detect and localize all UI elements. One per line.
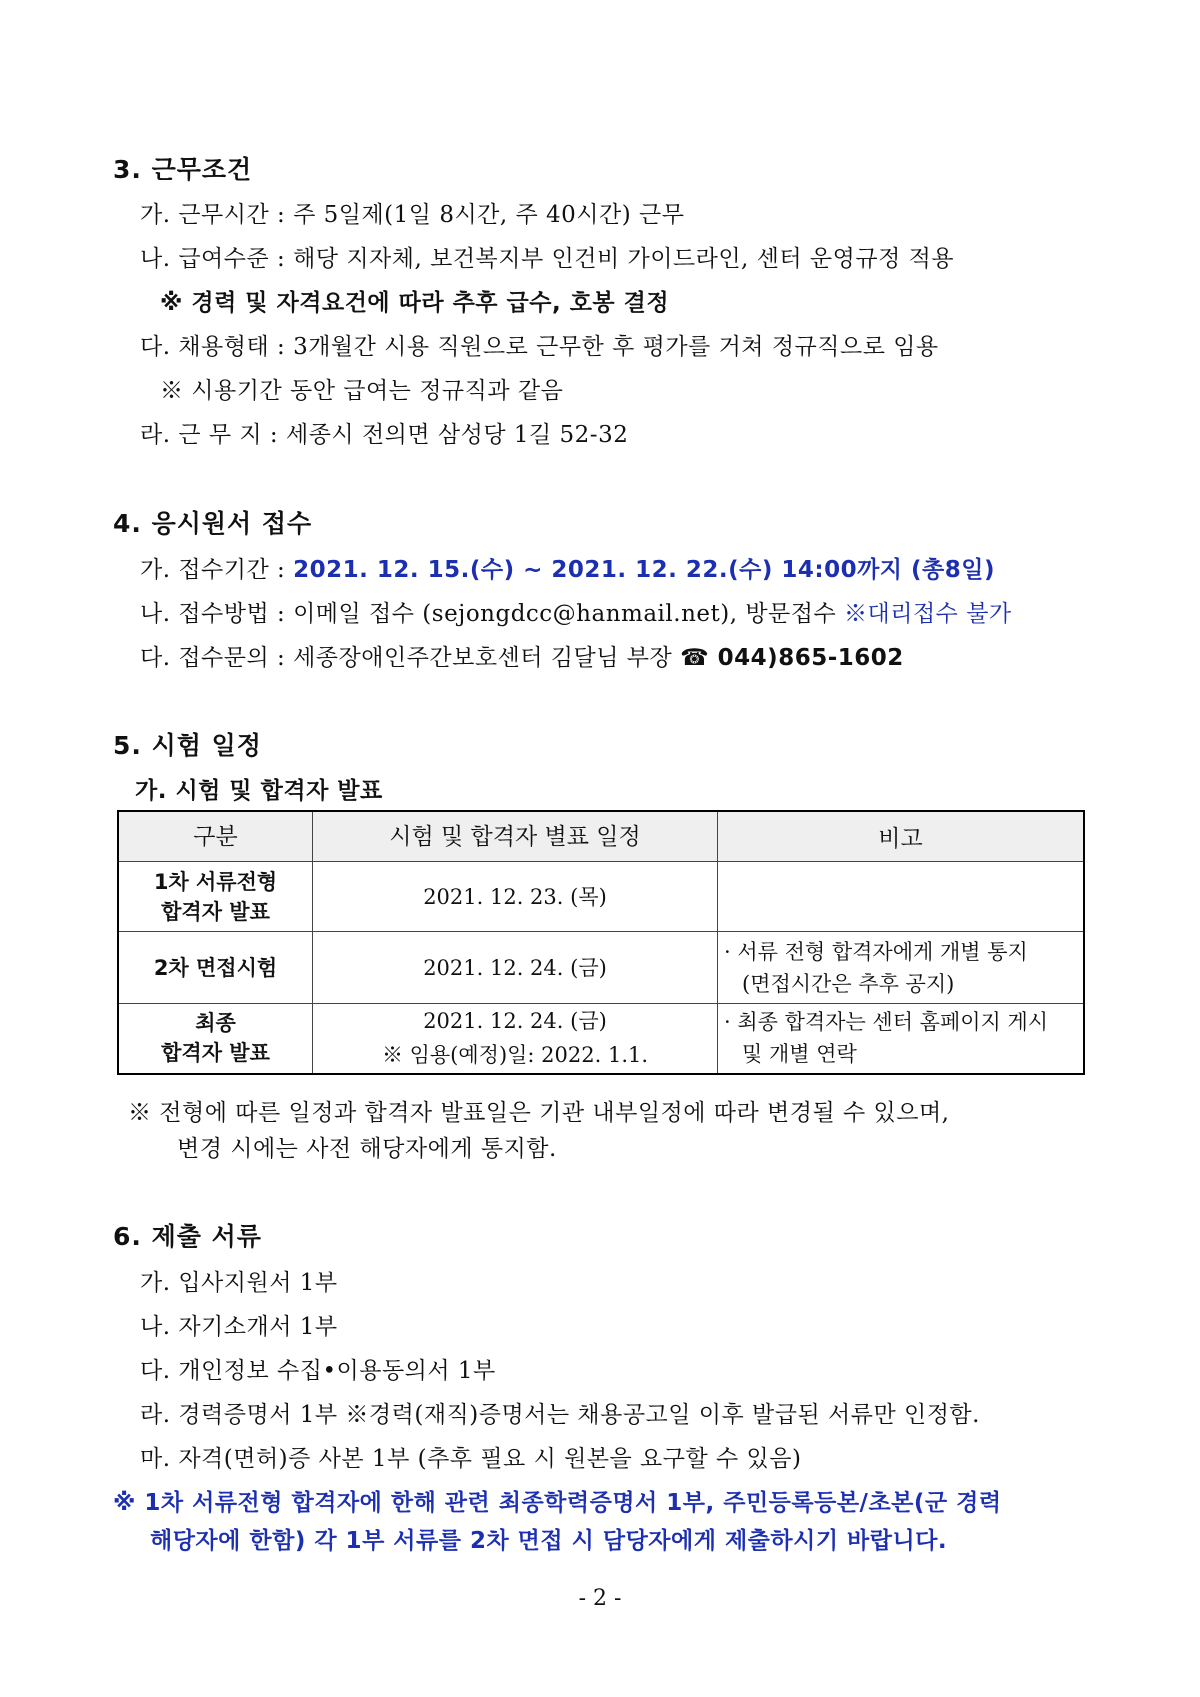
section-4-heading: 4. 응시원서 접수 xyxy=(113,509,313,538)
table-row xyxy=(118,862,1084,932)
note-line: (면접시간은 추후 공지) xyxy=(742,971,955,996)
note-line: · 최종 합격자는 센터 홈페이지 게시 xyxy=(724,1010,1049,1035)
table-cell-date xyxy=(313,1004,718,1074)
s6-notice-line1: ※ 1차 서류전형 합격자에 한해 관련 최종학력증명서 1부, 주민등록등본/초본(군 경력 xyxy=(113,1490,1002,1516)
s3-item-c-note: ※ 시용기간 동안 급여는 정규직과 같음 xyxy=(160,378,564,404)
s5-subheading: 가. 시험 및 합격자 발표 xyxy=(135,778,383,804)
s4-item-b xyxy=(140,595,1012,628)
s4-item-c-label: 다. 접수문의 : 세종장애인주간보호센터 김달님 부장 xyxy=(140,645,681,671)
table-cell-date xyxy=(313,862,718,932)
s3-item-c: 다. 채용형태 : 3개월간 시용 직원으로 근무한 후 평가를 거쳐 정규직으로 임용 xyxy=(140,334,939,360)
date-line: 2021. 12. 24. (금) xyxy=(423,1009,607,1034)
stage-line: 2차 면접시험 xyxy=(153,955,278,980)
note-line: 및 개별 연락 xyxy=(742,1042,857,1067)
s6-item: 마. 자격(면허)증 사본 1부 (추후 필요 시 원본을 요구할 수 있음) xyxy=(140,1446,802,1472)
s6-item: 다. 개인정보 수집•이용동의서 1부 xyxy=(140,1358,496,1384)
s3-item-b-note: ※ 경력 및 자격요건에 따라 추후 급수, 호봉 결정 xyxy=(160,290,670,316)
section-3-heading: 3. 근무조건 xyxy=(113,155,253,184)
s5-note-line1: ※ 전형에 따른 일정과 합격자 발표일은 기관 내부일정에 따라 변경될 수 있으며, xyxy=(128,1100,950,1126)
table-cell-date xyxy=(313,932,718,1004)
table-header: 시험 및 합격자 별표 일정 xyxy=(313,811,718,862)
table-cell-stage xyxy=(118,862,313,932)
s4-item-b-note: ※대리접수 불가 xyxy=(844,601,1012,627)
table-header: 비고 xyxy=(718,811,1085,862)
date-line: 2021. 12. 24. (금) xyxy=(423,955,607,980)
s4-item-c xyxy=(140,639,904,672)
page-number: - 2 - xyxy=(578,1586,622,1611)
date-line: ※ 임용(예정)일: 2022. 1.1. xyxy=(381,1043,649,1068)
table-cell-note xyxy=(718,932,1085,1004)
stage-line: 합격자 발표 xyxy=(161,899,270,924)
s5-note-line2: 변경 시에는 사전 해당자에게 통지함. xyxy=(177,1136,557,1162)
date-line: 2021. 12. 23. (목) xyxy=(423,884,607,909)
stage-line: 합격자 발표 xyxy=(161,1041,270,1066)
s4-item-a-value: 2021. 12. 15.(수) ~ 2021. 12. 22.(수) 14:00까지 (총8일) xyxy=(293,557,995,583)
s4-item-a xyxy=(140,551,995,584)
table-row xyxy=(118,932,1084,1004)
s4-item-a-label: 가. 접수기간 : xyxy=(140,557,294,583)
table-cell-stage xyxy=(118,1004,313,1074)
s6-item: 나. 자기소개서 1부 xyxy=(140,1314,338,1340)
s3-item-b: 나. 급여수준 : 해당 지자체, 보건복지부 인건비 가이드라인, 센터 운영규정 적용 xyxy=(140,246,955,272)
stage-line: 1차 서류전형 xyxy=(153,869,278,894)
table-header-row xyxy=(118,811,1084,862)
stage-line: 최종 xyxy=(195,1011,236,1036)
s4-item-b-label: 나. 접수방법 : 이메일 접수 (sejongdcc@hanmail.net), 방문접수 xyxy=(140,601,845,627)
s3-item-a: 가. 근무시간 : 주 5일제(1일 8시간, 주 40시간) 근무 xyxy=(140,202,685,228)
table-cell-note xyxy=(718,1004,1085,1074)
table-row xyxy=(118,1004,1084,1074)
s6-item: 라. 경력증명서 1부 ※경력(재직)증명서는 채용공고일 이후 발급된 서류만 인정함. xyxy=(140,1402,980,1428)
s6-notice-line2: 해당자에 한함) 각 1부 서류를 2차 면접 시 담당자에게 제출하시기 바랍니다. xyxy=(150,1528,948,1554)
table-header: 구분 xyxy=(118,811,313,862)
section-6-heading: 6. 제출 서류 xyxy=(113,1222,262,1251)
section-5-heading: 5. 시험 일정 xyxy=(113,731,262,760)
note-line: · 서류 전형 합격자에게 개별 통지 xyxy=(724,939,1028,964)
schedule-table xyxy=(117,810,1085,1075)
s6-item: 가. 입사지원서 1부 xyxy=(140,1270,338,1296)
table-cell-stage xyxy=(118,932,313,1004)
s4-item-c-phone: ☎ 044)865-1602 xyxy=(680,645,904,671)
s3-item-d: 라. 근 무 지 : 세종시 전의면 삼성당 1길 52-32 xyxy=(140,422,629,448)
table-cell-note xyxy=(718,862,1085,932)
